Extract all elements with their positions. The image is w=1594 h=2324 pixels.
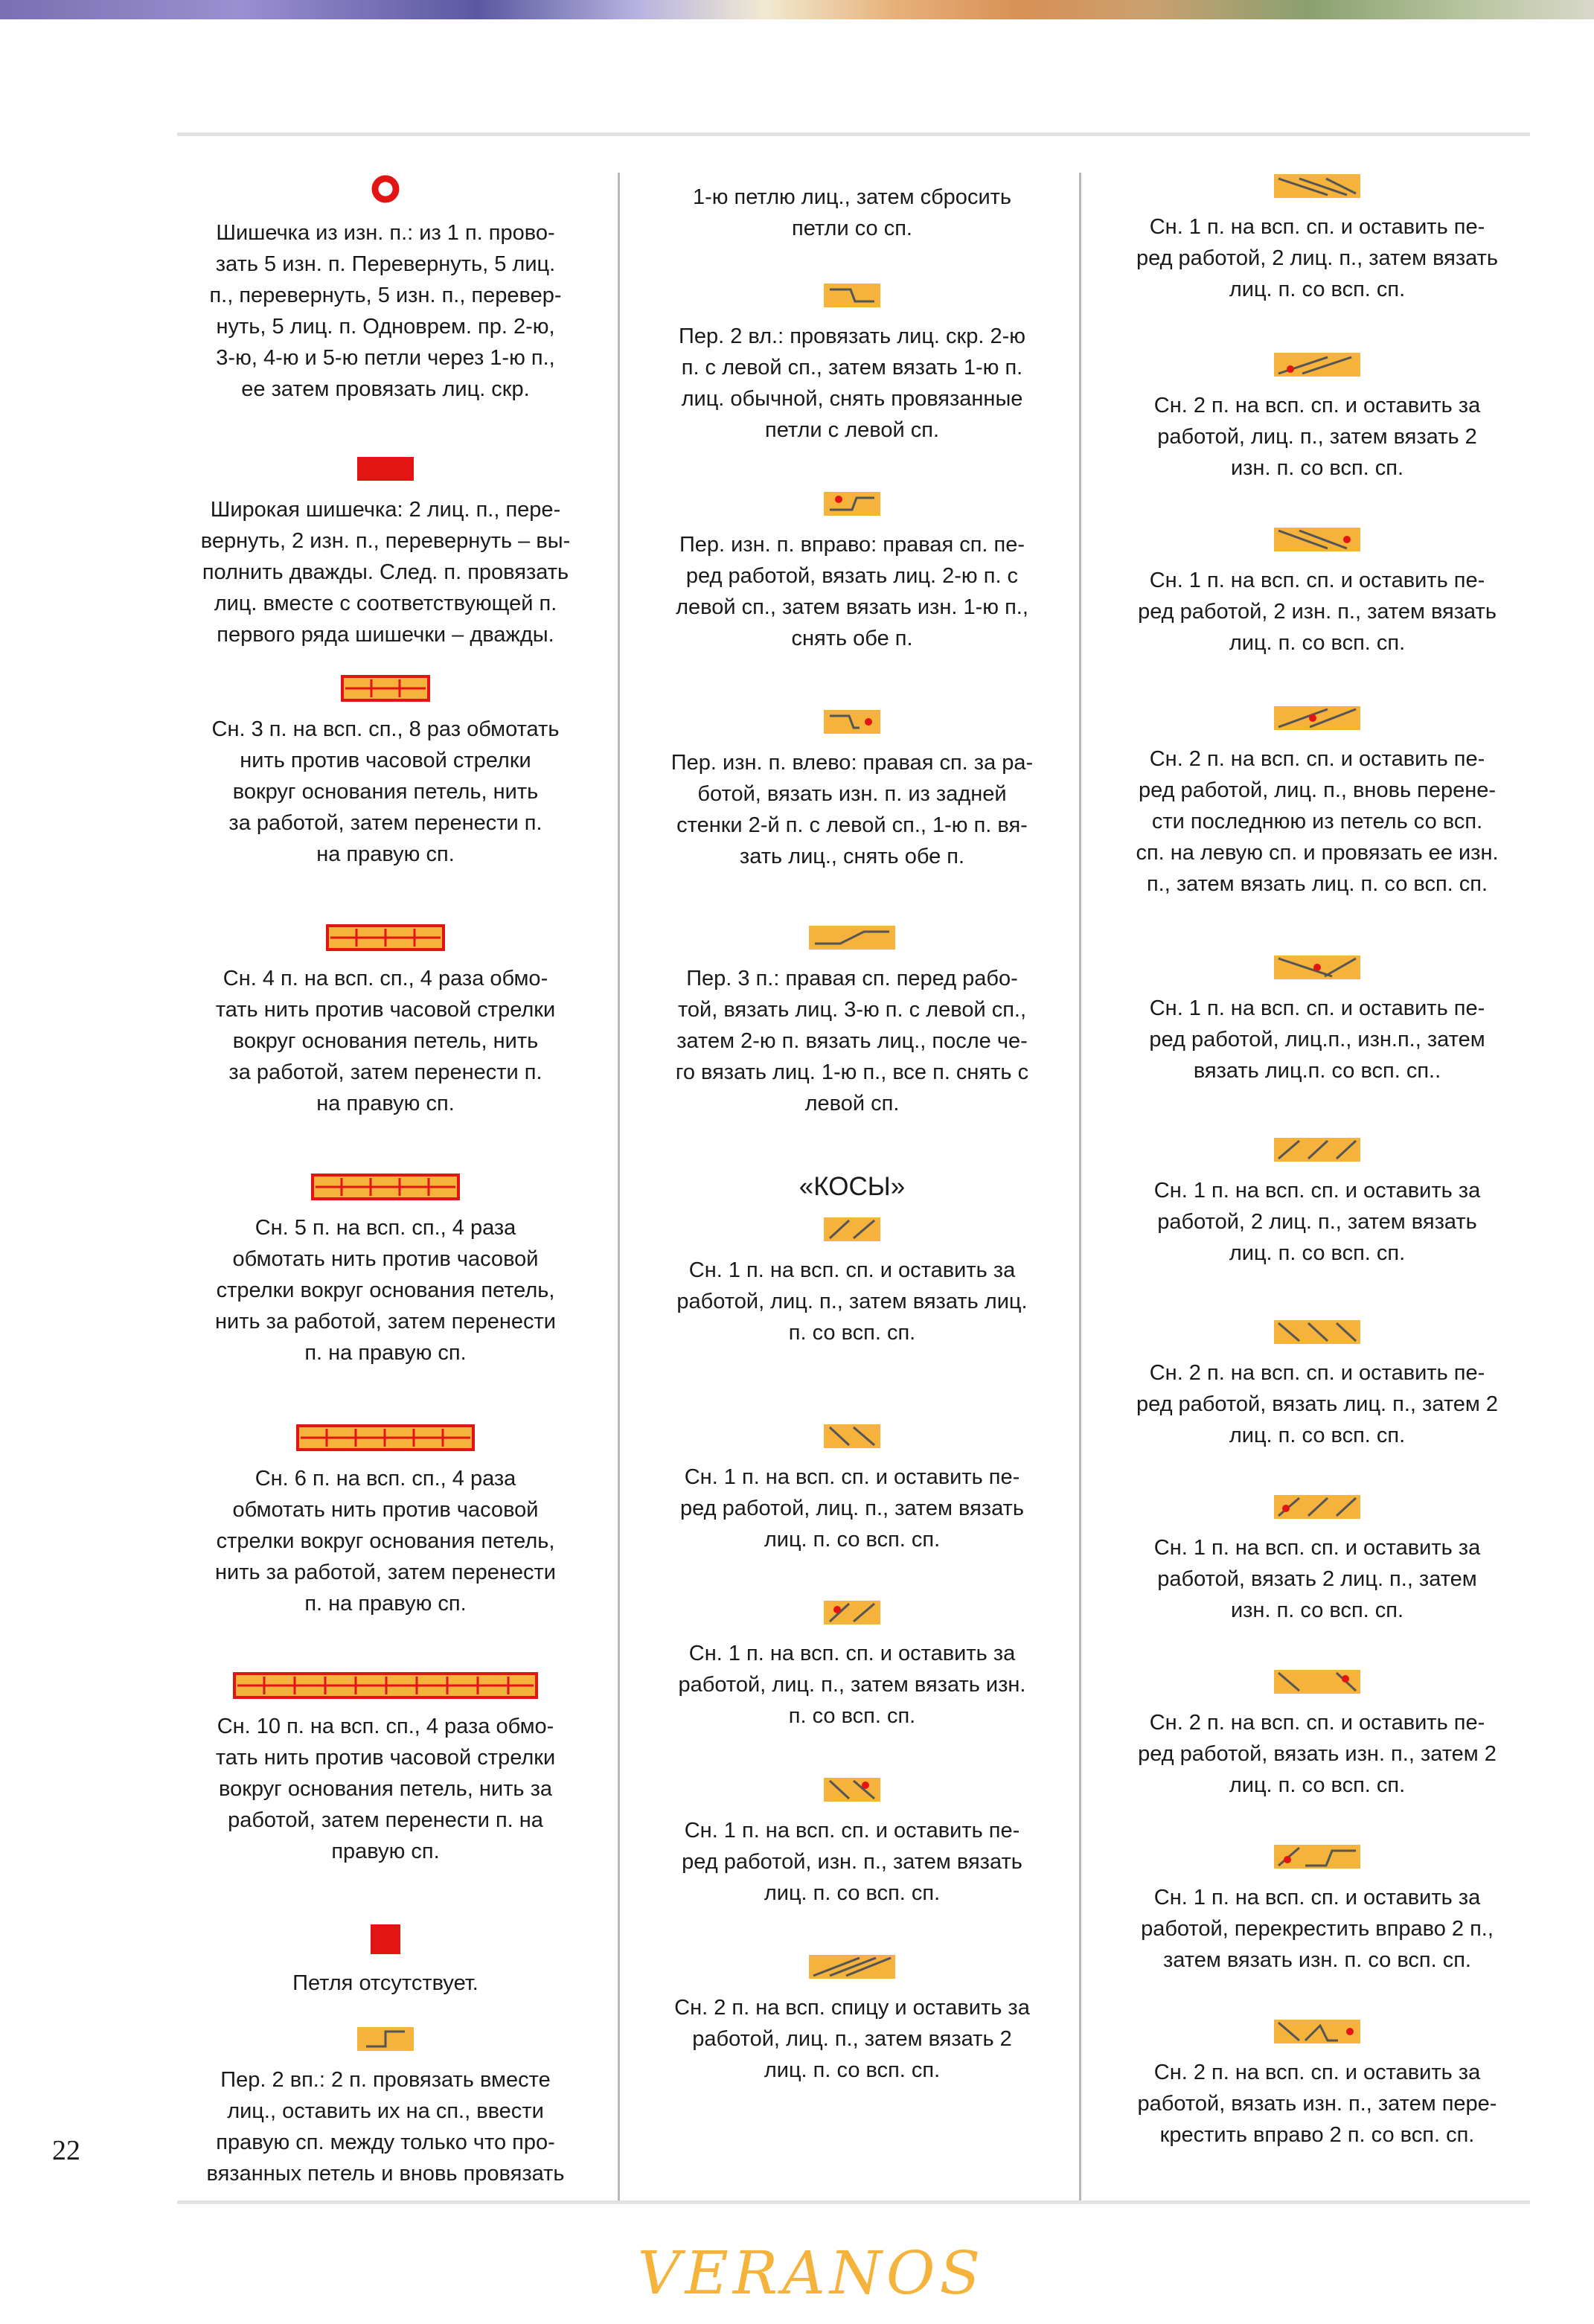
cable-1-2-front-icon xyxy=(1273,173,1362,199)
cable-2-1-back-cross-icon xyxy=(1273,2018,1362,2045)
legend-text: Сн. 2 п. на всп. сп. и оставить пе- ред работой, лиц. п., вновь перене- сти последнюю из петель со всп. сп. на левую сп. и провязать ее изн. п., затем вязать лиц. п. со всп. сп. xyxy=(1136,747,1499,896)
wrap-6-icon xyxy=(296,1424,475,1451)
cable-2-1-front-transfer-icon xyxy=(1273,705,1362,732)
red-ring-icon xyxy=(369,173,402,205)
legend-text: Пер. изн. п. вправо: правая сп. пе- ред работой, вязать лиц. 2-ю п. с левой сп., затем вязать изн. 1-ю п., снять обе п. xyxy=(676,533,1028,650)
legend-text: Сн. 1 п. на всп. сп. и оставить пе- ред работой, лиц.п., изн.п., затем вязать лиц.п. со всп. сп.. xyxy=(1149,996,1485,1083)
wrap-5-icon xyxy=(311,1174,460,1200)
svg-text:VERANOS: VERANOS xyxy=(637,2240,985,2307)
legend-text: Петля отсутствует. xyxy=(292,1971,478,1995)
cable-1-1-back-icon xyxy=(822,1216,882,1243)
legend-text: Сн. 1 п. на всп. сп. и оставить за работой, лиц. п., затем вязать изн. п. со всп. сп. xyxy=(678,1642,1026,1728)
column-divider xyxy=(1079,173,1081,2200)
legend-item xyxy=(177,1174,594,1369)
cable-2-2-back-icon xyxy=(807,1953,897,1980)
legend-text: Сн. 1 п. на всп. сп. и оставить пе- ред работой, изн. п., затем вязать лиц. п. со всп. сп. xyxy=(682,1819,1022,1905)
legend-item xyxy=(177,924,594,1119)
cable-1-2-front-purl-icon xyxy=(1273,526,1362,553)
wrap-3-icon xyxy=(341,675,430,702)
legend-text: Сн. 2 п. на всп. сп. и оставить за работой, лиц. п., затем вязать 2 изн. п. со всп. сп. xyxy=(1153,394,1481,480)
legend-item xyxy=(1098,1136,1537,1269)
legend-text: Сн. 1 п. на всп. сп. и оставить за работой, перекрестить вправо 2 п., затем вязать изн. п. со всп. сп. xyxy=(1141,1886,1494,1972)
legend-item xyxy=(636,1599,1068,1732)
legend-item xyxy=(1098,173,1537,305)
legend-item xyxy=(177,1672,594,1867)
legend-item xyxy=(636,1170,1068,1348)
legend-text: 1-ю петлю лиц., затем сбросить петли со сп. xyxy=(692,185,1012,240)
cable-1-1-back-purl-icon xyxy=(822,1599,882,1626)
legend-text: Сн. 2 п. на всп. сп. и оставить пе- ред работой, вязать лиц. п., затем 2 лиц. п. со всп. сп. xyxy=(1136,1361,1499,1447)
wide-bobble-icon xyxy=(356,455,415,482)
legend-item xyxy=(1098,705,1537,900)
legend-item xyxy=(636,182,1068,244)
legend-text: Пер. изн. п. влево: правая сп. за ра- ботой, вязать изн. п. из задней стенки 2-й п. с левой сп., 1-ю п. вя- зать лиц., снять обе п. xyxy=(670,751,1034,868)
legend-item xyxy=(1098,2018,1537,2151)
legend-text: Пер. 2 вл.: провязать лиц. скр. 2-ю п. с левой сп., затем вязать 1-ю п. лиц. обычной, снять провязанные петли с левой сп. xyxy=(678,324,1026,442)
legend-text: Сн. 1 п. на всп. сп. и оставить за работой, вязать 2 лиц. п., затем изн. п. со всп. сп. xyxy=(1153,1536,1481,1622)
legend-item xyxy=(1098,1668,1537,1801)
legend-text: Шишечка из изн. п.: из 1 п. прово- зать 5 изн. п. Перевернуть, 5 лиц. п., перевернуть, 5 изн. п., перевер- нуть, 5 лиц. п. Одноврем. пр. 2-ю, 3-ю, 4-ю и 5-ю петли через 1-ю п., ее затем провязать лиц. скр. xyxy=(209,221,562,401)
cross-2-left-icon xyxy=(822,282,882,309)
cable-1-1-front-purl-icon xyxy=(822,1776,882,1803)
cable-1-1-front-icon xyxy=(822,1423,882,1450)
legend-item xyxy=(636,282,1068,446)
legend-text: Сн. 2 п. на всп. сп. и оставить за работой, вязать изн. п., затем пере- крестить вправо 2 п. со всп. сп. xyxy=(1137,2061,1497,2147)
cable-1-2-back-purl-icon xyxy=(1273,1494,1362,1520)
cable-1-2-back-cross-icon xyxy=(1273,1843,1362,1870)
legend-item xyxy=(1098,1843,1537,1976)
legend-text: Сн. 1 п. на всп. сп. и оставить пе- ред работой, 2 изн. п., затем вязать лиц. п. со всп. сп. xyxy=(1138,569,1497,655)
section-heading-cables: «КОСЫ» xyxy=(798,1172,906,1201)
cable-1-1-1-front-icon xyxy=(1273,954,1362,981)
legend-item xyxy=(177,455,594,650)
legend-item xyxy=(177,173,594,405)
column-divider xyxy=(618,173,620,2200)
legend-item xyxy=(636,708,1068,872)
decorative-top-banner xyxy=(0,0,1594,19)
legend-item xyxy=(636,1423,1068,1555)
legend-item xyxy=(1098,954,1537,1086)
legend-text: Сн. 10 п. на всп. сп., 4 раза обмо- тать нить против часовой стрелки вокруг основания петель, нить за работой, затем перенести п. на правую сп. xyxy=(215,1715,556,1863)
legend-text: Широкая шишечка: 2 лиц. п., пере- вернуть, 2 изн. п., перевернуть – вы- полнить дважды. След. п. провязать лиц. вместе с соответствующей п. первого ряда шишечки – дважды. xyxy=(200,498,571,647)
legend-item xyxy=(1098,526,1537,659)
purl-cross-left-icon xyxy=(822,708,882,735)
legend-item xyxy=(177,1923,594,1999)
legend-text: Сн. 1 п. на всп. сп. и оставить за работой, 2 лиц. п., затем вязать лиц. п. со всп. сп. xyxy=(1153,1179,1481,1265)
legend-item xyxy=(1098,1494,1537,1626)
decrease-2-icon xyxy=(356,2026,415,2052)
legend-item xyxy=(1098,351,1537,484)
cable-2-1-back-purl-icon xyxy=(1273,351,1362,378)
page-number: 22 xyxy=(52,2135,80,2166)
legend-text: Сн. 5 п. на всп. сп., 4 раза обмотать нить против часовой стрелки вокруг основания петель, нить за работой, затем перенести п. на правую сп. xyxy=(215,1216,556,1365)
no-stitch-icon xyxy=(369,1923,402,1956)
legend-item xyxy=(1098,1319,1537,1451)
purl-cross-right-icon xyxy=(822,490,882,517)
legend-text: Сн. 1 п. на всп. сп. и оставить пе- ред работой, лиц. п., затем вязать лиц. п. со всп. сп. xyxy=(680,1465,1024,1552)
legend-item xyxy=(177,675,594,870)
legend-text: Сн. 1 п. на всп. сп. и оставить за работой, лиц. п., затем вязать лиц. п. со всп. сп. xyxy=(676,1258,1028,1345)
cable-2-1-front-purl-icon xyxy=(1273,1668,1362,1695)
legend-item xyxy=(636,1953,1068,2086)
legend-item xyxy=(636,1776,1068,1909)
bottom-rule xyxy=(177,2200,1530,2204)
legend-text: Пер. 3 п.: правая сп. перед рабо- той, вязать лиц. 3-ю п. с левой сп., затем 2-ю п. вязать лиц., после че- го вязать лиц. 1-ю п., все п. снять с левой сп. xyxy=(675,967,1029,1115)
cable-2-1-front-icon xyxy=(1273,1319,1362,1345)
cross-3-icon xyxy=(807,924,897,951)
cable-1-2-back-icon xyxy=(1273,1136,1362,1163)
top-rule xyxy=(177,132,1530,136)
legend-item xyxy=(636,924,1068,1119)
legend-text: Пер. 2 вп.: 2 п. провязать вместе лиц., оставить их на сп., ввести правую сп. между только что про- вязанных петель и вновь провязать xyxy=(206,2068,565,2186)
legend-text: Сн. 2 п. на всп. сп. и оставить пе- ред работой, вязать изн. п., затем 2 лиц. п. со всп. сп. xyxy=(1138,1711,1497,1797)
legend-text: Сн. 4 п. на всп. сп., 4 раза обмо- тать нить против часовой стрелки вокруг основания петель, нить за работой, затем перенести п. на правую сп. xyxy=(215,967,556,1115)
legend-text: Сн. 1 п. на всп. сп. и оставить пе- ред работой, 2 лиц. п., затем вязать лиц. п. со всп. сп. xyxy=(1136,215,1499,301)
legend-text: Сн. 2 п. на всп. спицу и оставить за работой, лиц. п., затем вязать 2 лиц. п. со всп. сп. xyxy=(674,1996,1030,2082)
veranos-logo xyxy=(536,2240,1086,2307)
legend-text: Сн. 3 п. на всп. сп., 8 раз обмотать нить против часовой стрелки вокруг основания петель, нить за работой, затем перенести п. на правую сп. xyxy=(211,717,560,866)
legend-text: Сн. 6 п. на всп. сп., 4 раза обмотать нить против часовой стрелки вокруг основания петель, нить за работой, затем перенести п. на правую сп. xyxy=(215,1467,556,1616)
wrap-4-icon xyxy=(326,924,445,951)
legend-item xyxy=(177,1424,594,1619)
legend-item xyxy=(636,490,1068,654)
wrap-10-icon xyxy=(233,1672,538,1699)
legend-item xyxy=(177,2026,594,2189)
